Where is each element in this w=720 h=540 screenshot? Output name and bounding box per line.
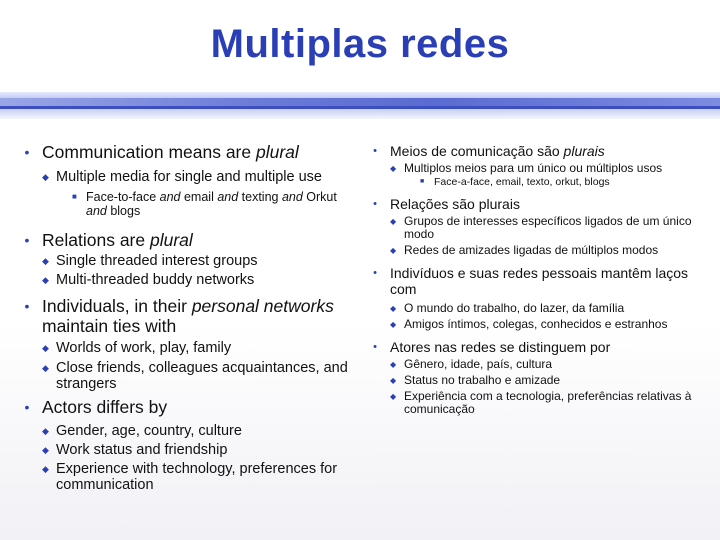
text: Relations are xyxy=(42,230,150,250)
text-italic: plural xyxy=(255,142,299,162)
sub-bullet xyxy=(12,169,352,185)
bullet-relations xyxy=(12,230,352,250)
bullet-text: Atores nas redes se distinguem por xyxy=(390,339,611,355)
sub-bullet-text: Work status and friendship xyxy=(56,442,228,458)
bullet-dot-icon: • xyxy=(24,399,30,415)
sub-bullet xyxy=(360,162,705,175)
text-italic: and xyxy=(159,190,181,204)
bullet-text: Indivíduos e suas redes pessoais mantêm laços com xyxy=(390,265,689,297)
text: blogs xyxy=(106,204,141,218)
text: Communication means are xyxy=(42,142,256,162)
bullet-text xyxy=(42,296,352,336)
diamond-bullet-icon: ◆ xyxy=(390,246,397,255)
sub-bullet-text: Status no trabalho e amizade xyxy=(404,373,561,387)
bullet-dot-icon: • xyxy=(24,144,30,160)
sub-bullet-text: Close friends, colleagues acquaintances, and strangers xyxy=(56,360,348,392)
text-italic: plural xyxy=(149,230,193,250)
square-bullet-icon: ■ xyxy=(72,192,77,201)
diamond-bullet-icon: ◆ xyxy=(42,464,49,474)
sub-bullet xyxy=(360,318,705,331)
sub-bullet xyxy=(360,358,705,371)
bullet-dot-icon: • xyxy=(373,198,377,210)
sub-bullet-text: Experiência com a tecnologia, preferências relativas à comunicação xyxy=(404,389,692,416)
bullet-text: Actors differs by xyxy=(42,397,168,417)
text: Face-to-face xyxy=(86,190,160,204)
diamond-bullet-icon: ◆ xyxy=(42,363,49,373)
text: Meios de comunicação são xyxy=(390,143,564,159)
bullet-text xyxy=(42,142,352,162)
diamond-bullet-icon: ◆ xyxy=(42,275,49,285)
bullet-individuals xyxy=(12,296,352,336)
bullet-actors xyxy=(12,397,352,417)
sub-bullet-text: Amigos íntimos, colegas, conhecidos e estranhos xyxy=(404,317,668,331)
sub-bullet-text: Worlds of work, play, family xyxy=(56,340,232,356)
sub-bullet xyxy=(360,374,705,387)
band-gradient xyxy=(0,98,720,106)
sub-bullet xyxy=(12,253,352,269)
bullet-dot-icon: • xyxy=(24,232,30,248)
sub-bullet xyxy=(360,215,705,241)
text: maintain ties with xyxy=(42,316,177,336)
sub-sub-bullet xyxy=(360,176,705,188)
text-italic: and xyxy=(217,190,239,204)
text: Orkut xyxy=(302,190,337,204)
sub-bullet xyxy=(360,390,705,416)
text-italic: personal networks xyxy=(191,296,334,316)
sub-bullet xyxy=(12,360,352,392)
sub-bullet xyxy=(12,442,352,458)
sub-bullet-text: Grupos de interesses específicos ligados de um único modo xyxy=(404,214,692,241)
diamond-bullet-icon: ◆ xyxy=(390,360,397,369)
title-divider-band xyxy=(0,92,720,122)
sub-bullet-text: Gênero, idade, país, cultura xyxy=(404,357,553,371)
band-bottom xyxy=(0,109,720,119)
text-italic: plurais xyxy=(563,143,605,159)
left-column xyxy=(12,140,352,493)
sub-bullet-text: Single threaded interest groups xyxy=(56,253,258,269)
sub-bullet-text: Multiplos meios para um único ou múltiplos usos xyxy=(404,161,663,175)
sub-bullet xyxy=(12,461,352,493)
bullet-relacoes xyxy=(360,196,705,212)
sub-bullet xyxy=(12,340,352,356)
sub-bullet xyxy=(360,244,705,257)
bullet-atores xyxy=(360,339,705,355)
sub-bullet-text: Redes de amizades ligadas de múltiplos modos xyxy=(404,243,659,257)
text: email xyxy=(180,190,218,204)
diamond-bullet-icon: ◆ xyxy=(390,304,397,313)
diamond-bullet-icon: ◆ xyxy=(390,320,397,329)
bullet-dot-icon: • xyxy=(24,298,30,314)
diamond-bullet-icon: ◆ xyxy=(42,445,49,455)
square-bullet-icon: ■ xyxy=(420,178,425,185)
diamond-bullet-icon: ◆ xyxy=(42,343,49,353)
bullet-dot-icon: • xyxy=(373,267,377,279)
diamond-bullet-icon: ◆ xyxy=(390,392,397,401)
sub-bullet-text: Gender, age, country, culture xyxy=(56,423,242,439)
sub-sub-bullet xyxy=(12,190,352,218)
sub-sub-bullet-text xyxy=(86,190,352,218)
diamond-bullet-icon: ◆ xyxy=(390,164,397,173)
sub-bullet xyxy=(12,272,352,288)
bullet-communication xyxy=(12,142,352,162)
text: texting xyxy=(238,190,282,204)
bullet-dot-icon: • xyxy=(373,145,377,157)
sub-bullet xyxy=(12,423,352,439)
diamond-bullet-icon: ◆ xyxy=(390,376,397,385)
bullet-individuos xyxy=(360,265,705,297)
sub-bullet-text: Experience with technology, preferences for communication xyxy=(56,461,338,493)
bullet-text xyxy=(390,143,705,159)
diamond-bullet-icon: ◆ xyxy=(390,217,397,226)
sub-bullet xyxy=(360,302,705,315)
bullet-text xyxy=(42,230,352,250)
bullet-dot-icon: • xyxy=(373,341,377,353)
sub-bullet-text: Multi-threaded buddy networks xyxy=(56,272,255,288)
sub-bullet-text: Multiple media for single and multiple use xyxy=(56,169,322,185)
diamond-bullet-icon: ◆ xyxy=(42,256,49,266)
sub-sub-bullet-text: Face-a-face, email, texto, orkut, blogs xyxy=(434,176,610,188)
bullet-meios xyxy=(360,143,705,159)
sub-bullet-text: O mundo do trabalho, do lazer, da família xyxy=(404,301,625,315)
diamond-bullet-icon: ◆ xyxy=(42,172,49,182)
diamond-bullet-icon: ◆ xyxy=(42,426,49,436)
bullet-text: Relações são plurais xyxy=(390,196,520,212)
text: Individuals, in their xyxy=(42,296,192,316)
text-italic: and xyxy=(86,204,107,218)
right-column xyxy=(360,140,705,416)
text-italic: and xyxy=(281,190,303,204)
slide-title: Multiplas redes xyxy=(210,22,510,66)
